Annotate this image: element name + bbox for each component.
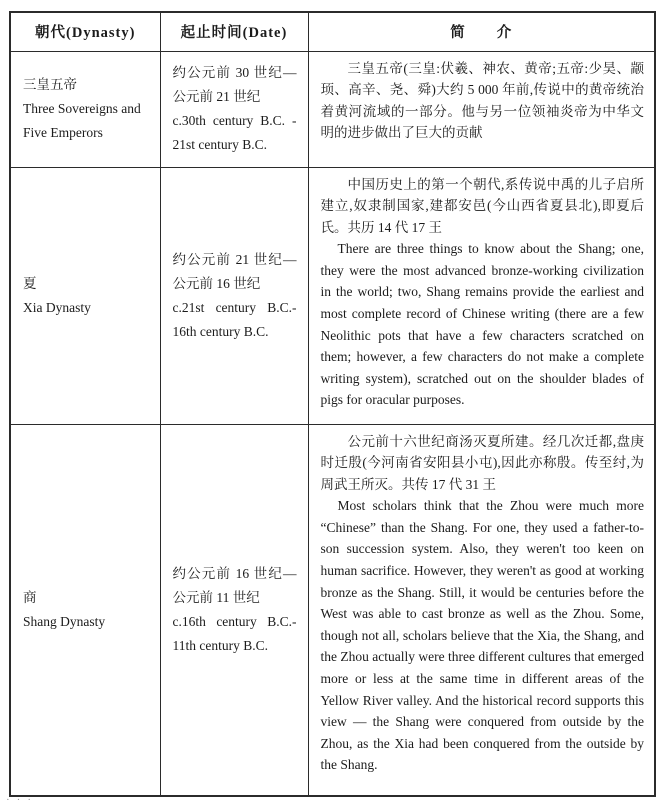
dynasty-name-zh: 三皇五帝	[23, 77, 77, 92]
date-line: 约公元前 30 世纪—	[172, 65, 297, 80]
page-edge-marks: ···	[6, 794, 38, 806]
date-line: 11th century B.C.	[172, 637, 268, 653]
date-cell	[160, 51, 308, 167]
date-cell	[160, 167, 308, 424]
date-cell	[160, 424, 308, 796]
date-line: 约公元前 21 世纪—	[172, 251, 297, 267]
table-row-xia	[10, 167, 655, 424]
date-line: 公元前 11 世纪	[172, 589, 260, 605]
date-line: 16th century B.C.	[172, 323, 269, 339]
intro-paragraph-zh: 公元前十六世纪商汤灭夏所建。经几次迁都,盘庚时迁殷(今河南省安阳县小屯),因此亦称殷。传至纣,为周武王所灭。共传 17 代 31 王	[320, 433, 644, 492]
dynasty-cell	[10, 424, 160, 796]
date-line: c.21st century B.C.-	[172, 299, 297, 315]
intro-paragraph-en: There are three things to know about the Shang; one, they were the most advanced bronze-working civilization in the world; two, Shang remains provide the earliest and most complete record of Chinese writing (there are a few Neolithic pots that have a few characters scratched on them; however, a few characters do not make a complete writing system), scratched out on the shoulder blades of pigs for oracular purposes.	[320, 241, 644, 408]
date-line: 21st century B.C.	[172, 137, 267, 152]
dynasty-name-en: Three Sovereigns and Five Emperors	[23, 101, 141, 140]
dynasty-table	[9, 11, 656, 797]
intro-cell	[308, 424, 655, 796]
table-row-three-sovereigns	[10, 51, 655, 167]
dynasty-name-en: Xia Dynasty	[23, 299, 91, 315]
dynasty-name-en: Shang Dynasty	[23, 613, 106, 629]
date-line: 约公元前 16 世纪—	[172, 565, 297, 581]
intro-paragraph-zh: 三皇五帝(三皇:伏羲、神农、黄帝;五帝:少昊、颛顼、高辛、尧、舜)大约 5 000 年前,传说中的黄帝统治着黄河流域的一部分。他与另一位领袖炎帝为中华文明的进步做出了巨大的贡献	[320, 60, 644, 141]
header-dynasty: 朝代(Dynasty)	[10, 12, 160, 51]
intro-paragraph-zh: 中国历史上的第一个朝代,系传说中禹的儿子启所建立,奴隶制国家,建都安邑(今山西省夏县北),即夏后氏。共历 14 代 17 王	[320, 176, 644, 235]
dynasty-cell	[10, 167, 160, 424]
dynasty-cell	[10, 51, 160, 167]
dynasty-name-zh: 夏	[23, 275, 37, 291]
table-row-shang	[10, 424, 655, 796]
intro-cell	[308, 167, 655, 424]
header-intro: 简 介	[308, 12, 655, 51]
intro-paragraph-en: Most scholars think that the Zhou were much more “Chinese” than the Shang. For one, they used a father-to-son succession system. Also, they weren't too keen on human sacrifice. However, they weren't as good at working bronze as the Shang. Still, it would be centuries before the West was able to cast bronze as well as the Zhou. Some, though not all, scholars believe that the Xia, the Shang, and the Zhou actually were three different cultures that emerged more or less at the same time in different areas of the Yellow River valley. And the historical record supports this view — the Shang were conquered from outside by the Zhou, as the Xia had been conquered from the outside by the Shang.	[320, 498, 644, 773]
date-line: 公元前 21 世纪	[172, 89, 261, 104]
table-header-row	[10, 12, 655, 51]
header-date: 起止时间(Date)	[160, 12, 308, 51]
date-line: c.30th century B.C. -	[172, 113, 297, 128]
date-line: c.16th century B.C.-	[172, 613, 297, 629]
date-line: 公元前 16 世纪	[172, 275, 261, 291]
dynasty-name-zh: 商	[23, 589, 37, 605]
intro-cell	[308, 51, 655, 167]
